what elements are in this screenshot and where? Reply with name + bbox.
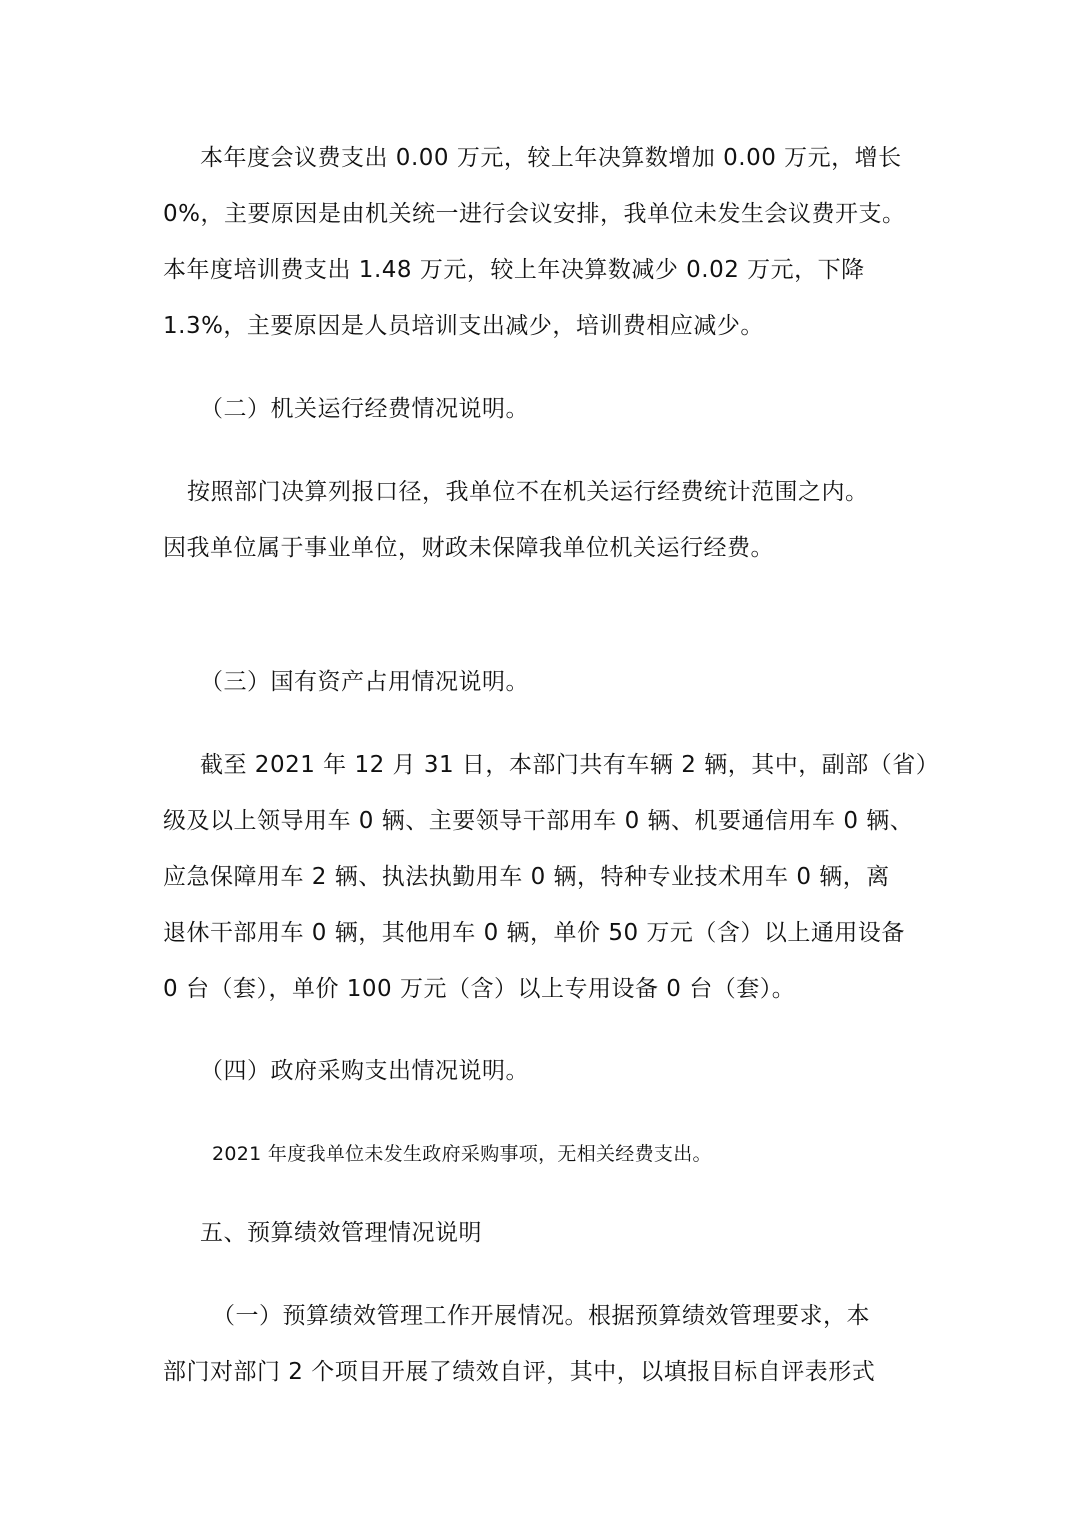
chapter-heading: 五、预算绩效管理情况说明 xyxy=(200,1220,482,1246)
paragraph-line: 部门对部门 2 个项目开展了绩效自评，其中，以填报目标自评表形式 xyxy=(163,1359,876,1385)
paragraph-line: 退休干部用车 0 辆，其他用车 0 辆，单价 50 万元（含）以上通用设备 xyxy=(163,920,905,946)
paragraph-line: 按照部门决算列报口径，我单位不在机关运行经费统计范围之内。 xyxy=(187,479,869,505)
paragraph-line: 0%，主要原因是由机关统一进行会议安排，我单位未发生会议费开支。 xyxy=(163,201,906,227)
paragraph-line: 因我单位属于事业单位，财政未保障我单位机关运行经费。 xyxy=(163,535,774,561)
paragraph-line: 2021 年度我单位未发生政府采购事项，无相关经费支出。 xyxy=(212,1143,712,1165)
section-heading: （三）国有资产占用情况说明。 xyxy=(200,669,529,695)
section-heading: （四）政府采购支出情况说明。 xyxy=(200,1058,529,1084)
paragraph-line: 本年度会议费支出 0.00 万元，较上年决算数增加 0.00 万元，增长 xyxy=(200,145,902,171)
paragraph-line: （一）预算绩效管理工作开展情况。根据预算绩效管理要求，本 xyxy=(212,1303,870,1329)
paragraph-line: 应急保障用车 2 辆、执法执勤用车 0 辆，特种专业技术用车 0 辆，离 xyxy=(163,864,890,890)
section-heading: （二）机关运行经费情况说明。 xyxy=(200,396,529,422)
paragraph-line: 本年度培训费支出 1.48 万元，较上年决算数减少 0.02 万元，下降 xyxy=(163,257,865,283)
paragraph-line: 0 台（套），单价 100 万元（含）以上专用设备 0 台（套）。 xyxy=(163,976,796,1002)
paragraph-line: 级及以上领导用车 0 辆、主要领导干部用车 0 辆、机要通信用车 0 辆、 xyxy=(163,808,914,834)
paragraph-line: 1.3%，主要原因是人员培训支出减少，培训费相应减少。 xyxy=(163,313,764,339)
paragraph-line: 截至 2021 年 12 月 31 日，本部门共有车辆 2 辆，其中，副部（省） xyxy=(200,752,940,778)
